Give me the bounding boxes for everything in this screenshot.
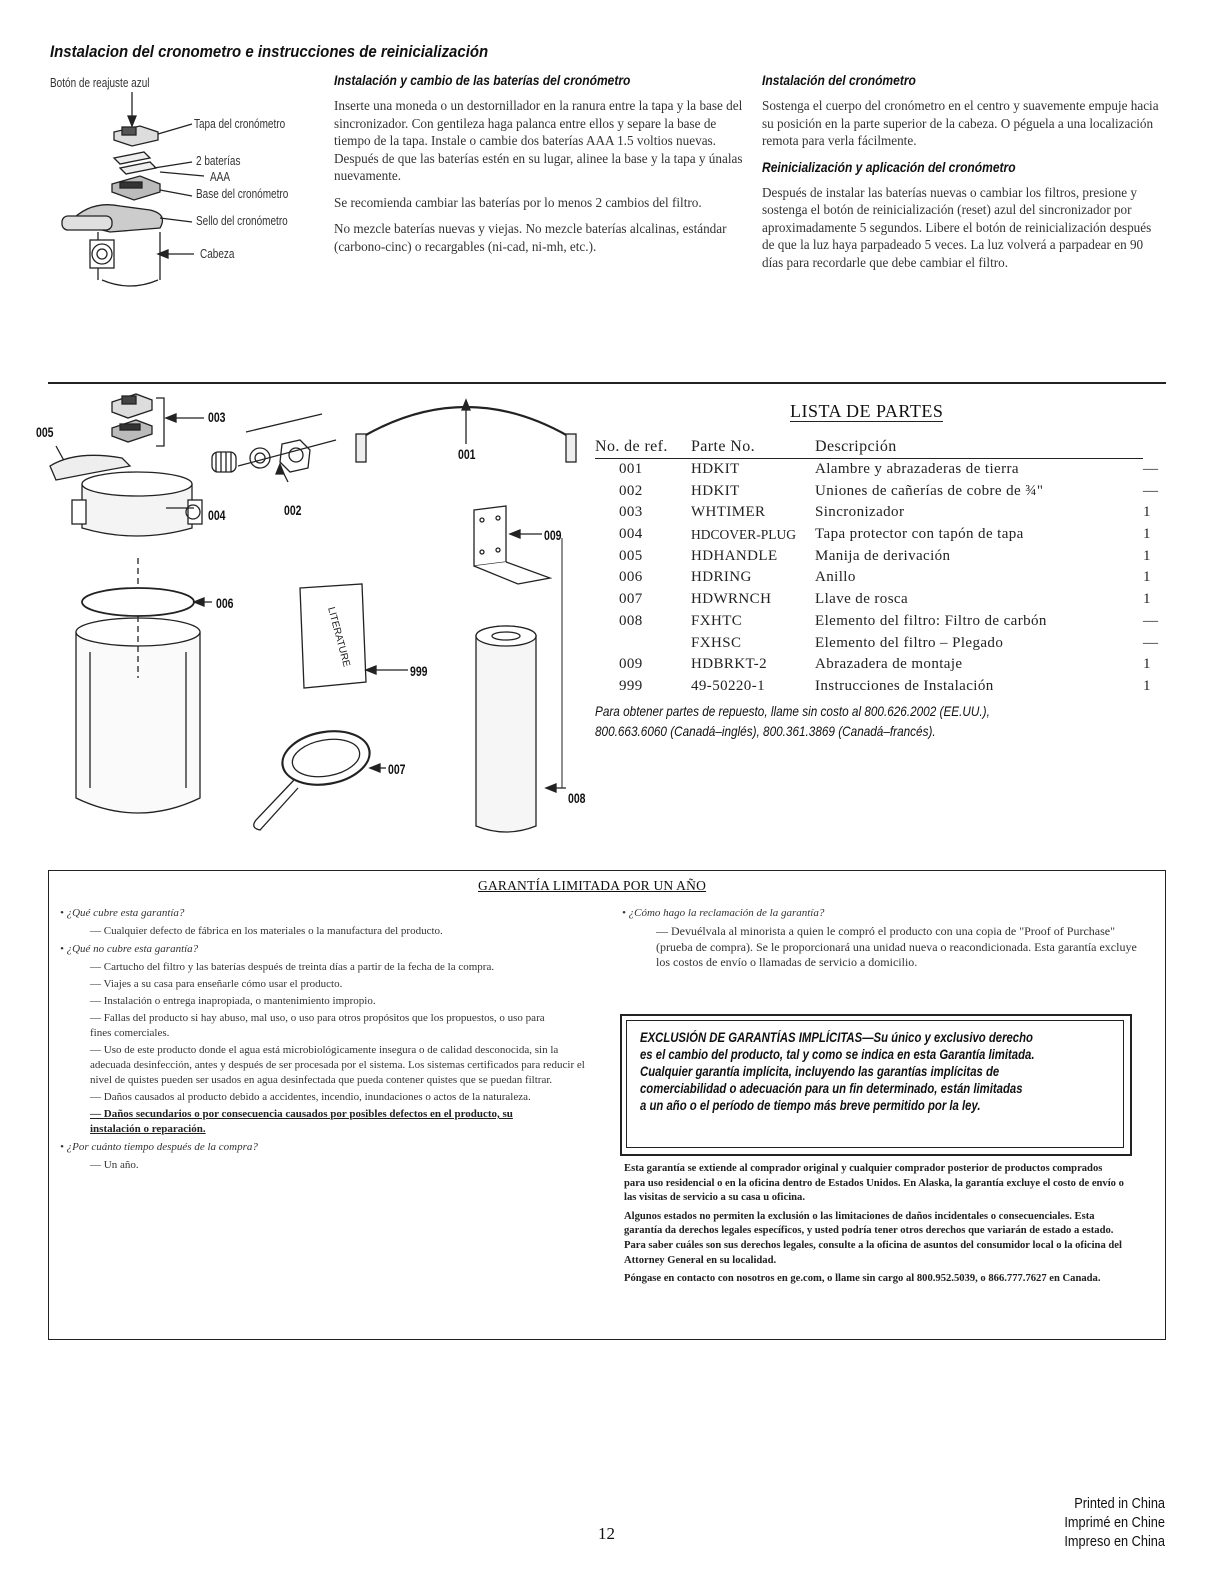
parts-list: [595, 436, 1165, 739]
header-ref: No. de ref.: [595, 436, 691, 458]
callout-005: 005: [36, 424, 54, 440]
callout-001: 001: [458, 446, 476, 462]
warranty-q1: • ¿Qué cubre esta garantía?: [60, 907, 185, 919]
table-row: 006 HDRING Anillo 1: [619, 569, 1151, 586]
timer-reset-paragraph: Después de instalar las baterías nuevas o cambiar los filtros, presione y sostenga el botón de reinicialización (reset) azul del sincronizador por aproximadamente 5 segundos. Libere el botón de reinicialización después de que la luz haya parpadeado 5 veces. La luz volverá a parpadear en 90 días para recordarle que debe cambiar el filtro.: [762, 184, 1152, 270]
parts-note-line-2: 800.663.6060 (Canadá–inglés), 800.361.3869 (Canadá–francés).: [595, 723, 936, 740]
battery-heading: Instalación y cambio de las baterías del cronómetro: [334, 72, 631, 88]
label-timer-cap: Tapa del cronómetro: [194, 117, 286, 131]
parts-table: [595, 436, 1163, 697]
table-row: 007 HDWRNCH Llave de rosca 1: [619, 591, 1151, 608]
section-divider: [48, 382, 1166, 384]
printed-line-2: Imprimé en Chine: [1064, 1514, 1165, 1531]
exclusion-line-3: Cualquier garantía implícita, incluyendo las garantías implícitas de: [640, 1064, 1000, 1079]
timer-reset-heading: Reinicialización y aplicación del cronómetro: [762, 158, 1016, 175]
table-row: FXHSC Elemento del filtro – Plegado —: [691, 634, 1159, 651]
warranty-n1: — Cartucho del filtro y las baterías después de treinta días a partir de la fecha de la compra.: [90, 961, 495, 973]
callout-009: 009: [544, 527, 562, 543]
warranty-right-column: [622, 906, 1152, 971]
callout-006: 006: [216, 595, 234, 611]
header-part: Parte No.: [691, 436, 815, 458]
warranty-n2: — Viajes a su casa para enseñarle cómo usar el producto.: [90, 978, 343, 990]
page-number: 12: [598, 1524, 615, 1543]
exclusion-line-1: EXCLUSIÓN DE GARANTÍAS IMPLÍCITAS—Su único y exclusivo derecho: [640, 1030, 1033, 1045]
header-desc: Descripción: [815, 436, 1143, 458]
timer-install-paragraph: Sostenga el cuerpo del cronómetro en el centro y suavemente empuje hacia su posición en la parte superior de la cabeza. O péguela a una localización remota para verla fácilmente.: [762, 98, 1159, 148]
warranty-q4: • ¿Cómo hago la reclamación de la garantía?: [622, 907, 825, 919]
printed-line-3: Impreso en China: [1064, 1533, 1165, 1550]
table-row: 005 HDHANDLE Manija de derivación 1: [619, 547, 1151, 564]
callout-007: 007: [388, 761, 406, 777]
label-reset-button: Botón de reajuste azul: [50, 76, 150, 90]
warranty-n5: — Uso de este producto donde el agua está microbiológicamente insegura o de calidad desconocida, sin la adecuada desinfección, antes y después de ser procesada por el sistema. Los sistemas certificados para reducir el nivel de quistes pueden ser usados en agua desinfectada que pueda contener quistes que se puedan filtrar.: [90, 1044, 585, 1086]
warranty-title: GARANTÍA LIMITADA POR UN AÑO: [478, 878, 707, 893]
callout-999: 999: [410, 663, 428, 679]
printed-line-1: Printed in China: [1074, 1495, 1165, 1512]
warranty-bottom-text: [624, 1162, 1126, 1287]
parts-header-row: [595, 436, 1163, 458]
warranty-q2: • ¿Qué no cubre esta garantía?: [60, 943, 199, 955]
label-timer-seal: Sello del cronómetro: [196, 214, 288, 228]
battery-paragraph-2: Se recomienda cambiar las baterías por lo menos 2 cambios del filtro.: [334, 194, 702, 210]
timer-illustration: [50, 72, 320, 302]
warranty-n6: — Daños causados al producto debido a accidentes, incendio, inundaciones o actos de la naturaleza.: [90, 1091, 531, 1103]
label-timer-base: Base del cronómetro: [196, 187, 289, 201]
timer-install-heading: Instalación del cronómetro: [762, 72, 916, 88]
page-title: Instalacion del cronometro e instrucciones de reinicialización: [50, 42, 489, 61]
exploded-illustration: [36, 388, 606, 858]
header-qty: [1143, 436, 1163, 458]
table-row: 008 FXHTC Elemento del filtro: Filtro de carbón —: [619, 612, 1159, 629]
parts-list-title: LISTA DE PARTES: [790, 401, 944, 421]
label-batteries-2: AAA: [210, 170, 231, 184]
timer-diagram: [50, 72, 320, 302]
literature-label: LITERATURE: [325, 605, 352, 669]
timer-install-section: [762, 72, 1164, 280]
exclusion-line-4: comerciabilidad o adecuación para un fin determinado, están limitadas: [640, 1081, 1023, 1096]
table-row: 009 HDBRKT-2 Abrazadera de montaje 1: [619, 656, 1151, 673]
callout-004: 004: [208, 507, 226, 523]
exploded-diagram: [36, 388, 606, 858]
label-head: Cabeza: [200, 247, 235, 261]
warranty-a1: — Cualquier defecto de fábrica en los materiales o la manufactura del producto.: [90, 925, 443, 937]
table-row: 002 HDKIT Uniones de cañerías de cobre de ¾" —: [619, 482, 1159, 499]
exclusion-line-5: a un año o el período de tiempo más breve permitido por la ley.: [640, 1098, 981, 1113]
callout-002: 002: [284, 502, 302, 518]
warranty-b3: Póngase en contacto con nosotros en ge.com, o llame sin cargo al 800.952.5039, o 866.777.7627 en Canada.: [624, 1273, 1101, 1285]
table-row: 003 WHTIMER Sincronizador 1: [619, 504, 1151, 521]
table-row: 004 HDCOVER-PLUG Tapa protector con tapón de tapa 1: [619, 526, 1151, 543]
warranty-a3: — Un año.: [90, 1159, 139, 1171]
warranty-n4: — Fallas del producto si hay abuso, mal uso, o uso para otros propósitos que los propuestos, o uso para fines comerciales.: [90, 1012, 545, 1039]
exclusion-text: [640, 1029, 1110, 1114]
warranty-left-column: [60, 906, 590, 1173]
callout-008: 008: [568, 790, 586, 806]
table-row: 999 49-50220-1 Instrucciones de Instalación 1: [619, 677, 1151, 694]
battery-section: [334, 72, 744, 264]
warranty-b1: Esta garantía se extiende al comprador original y cualquier comprador posterior de productos comprados para uso residencial o en la oficina dentro de Estados Unidos. En Alaska, la garantía excluye el costo de envío o las visitas de servicio a su casa u oficina.: [624, 1163, 1124, 1204]
label-batteries-1: 2 baterías: [196, 154, 241, 168]
battery-paragraph-1: Inserte una moneda o un destornillador en la ranura entre la tapa y la base del sincronizador. Con gentileza haga palanca entre ellos y separe la base de tiempo de la tapa. Instale o cambie dos baterías AAA 1.5 voltios nuevas. Después de que las baterías estén en su lugar, alinee la base y la tapa y únalas nuevamente.: [334, 98, 743, 183]
warranty-n7: — Daños secundarios o por consecuencia causados por posibles defectos en el producto, su instalación o reparación.: [90, 1108, 513, 1135]
warranty-b2: Algunos estados no permiten la exclusión o las limitaciones de daños incidentales o consecuenciales. Esta garantía da derechos legales específicos, y usted podría tener otros derechos que variarán de estado a estado. Para saber cuáles son sus derechos legales, consulte a la oficina de asuntos del consumidor local o la oficina del Attorney General en su localidad.: [624, 1210, 1122, 1266]
warranty-n3: — Instalación o entrega inapropiada, o mantenimiento impropio.: [90, 995, 376, 1007]
exclusion-line-2: es el cambio del producto, tal y como se indica en esta Garantía limitada.: [640, 1047, 1035, 1062]
table-row: 001 HDKIT Alambre y abrazaderas de tierra —: [619, 460, 1159, 478]
printed-in: [1010, 1494, 1165, 1551]
parts-note-line-1: Para obtener partes de repuesto, llame sin costo al 800.626.2002 (EE.UU.),: [595, 703, 990, 720]
battery-paragraph-3: No mezcle baterías nuevas y viejas. No mezcle baterías alcalinas, estándar (carbono-cinc) o recargables (ni-cad, ni-mh, etc.).: [334, 221, 727, 254]
callout-003: 003: [208, 409, 226, 425]
warranty-q3: • ¿Por cuánto tiempo después de la compra?: [60, 1141, 258, 1153]
warranty-a4: — Devuélvala al minorista a quien le compró el producto con una copia de "Proof of Purchase"(prueba de compra). Se le proporcionará una unidad nueva o reacondicionada. Esta garantía excluye los costos de envío o llamadas de servicio a domicilio.: [656, 924, 1137, 969]
